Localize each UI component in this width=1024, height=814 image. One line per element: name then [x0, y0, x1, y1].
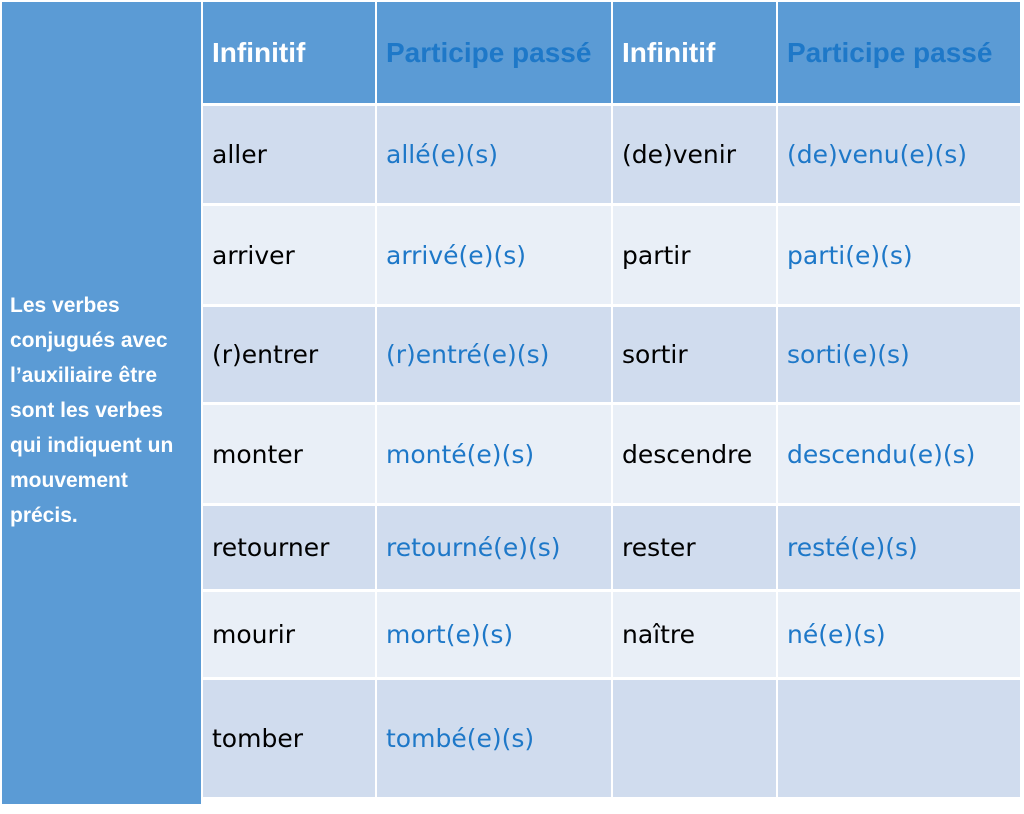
table-cell-empty [613, 680, 776, 797]
table-cell-participle: arrivé(e)(s) [377, 206, 611, 304]
table-cell-participle: tombé(e)(s) [377, 680, 611, 797]
verb-table [203, 2, 1020, 806]
table-cell-infinitive: retourner [203, 506, 375, 589]
table-cell-infinitive: monter [203, 405, 375, 503]
table-cell-participle: mort(e)(s) [377, 592, 611, 677]
header-participe-passe-2: Participe passé [778, 2, 1020, 103]
table-cell-infinitive: aller [203, 106, 375, 203]
table-cell-infinitive: naître [613, 592, 776, 677]
table-cell-infinitive: rester [613, 506, 776, 589]
header-infinitif-1: Infinitif [203, 2, 375, 103]
table-cell-participle: (de)venu(e)(s) [778, 106, 1020, 203]
table-cell-infinitive: sortir [613, 307, 776, 402]
table-cell-participle: (r)entré(e)(s) [377, 307, 611, 402]
table-cell-participle: retourné(e)(s) [377, 506, 611, 589]
table-cell-participle: monté(e)(s) [377, 405, 611, 503]
header-participe-passe-1: Participe passé [377, 2, 611, 103]
table-cell-infinitive: tomber [203, 680, 375, 797]
table-cell-infinitive: descendre [613, 405, 776, 503]
side-note-panel [2, 2, 201, 804]
table-cell-infinitive: partir [613, 206, 776, 304]
table-cell-participle: descendu(e)(s) [778, 405, 1020, 503]
side-note-text: Les verbes conjugués avec l’auxiliaire être sont les verbes qui indiquent un mouvement précis. [10, 293, 174, 527]
table-cell-infinitive: (de)venir [613, 106, 776, 203]
table-cell-participle: resté(e)(s) [778, 506, 1020, 589]
table-cell-infinitive: (r)entrer [203, 307, 375, 402]
table-cell-infinitive: arriver [203, 206, 375, 304]
table-cell-participle: parti(e)(s) [778, 206, 1020, 304]
table-cell-infinitive: mourir [203, 592, 375, 677]
table-cell-participle: sorti(e)(s) [778, 307, 1020, 402]
header-infinitif-2: Infinitif [613, 2, 776, 103]
table-cell-participle: allé(e)(s) [377, 106, 611, 203]
table-cell-participle: né(e)(s) [778, 592, 1020, 677]
table-cell-empty [778, 680, 1020, 797]
